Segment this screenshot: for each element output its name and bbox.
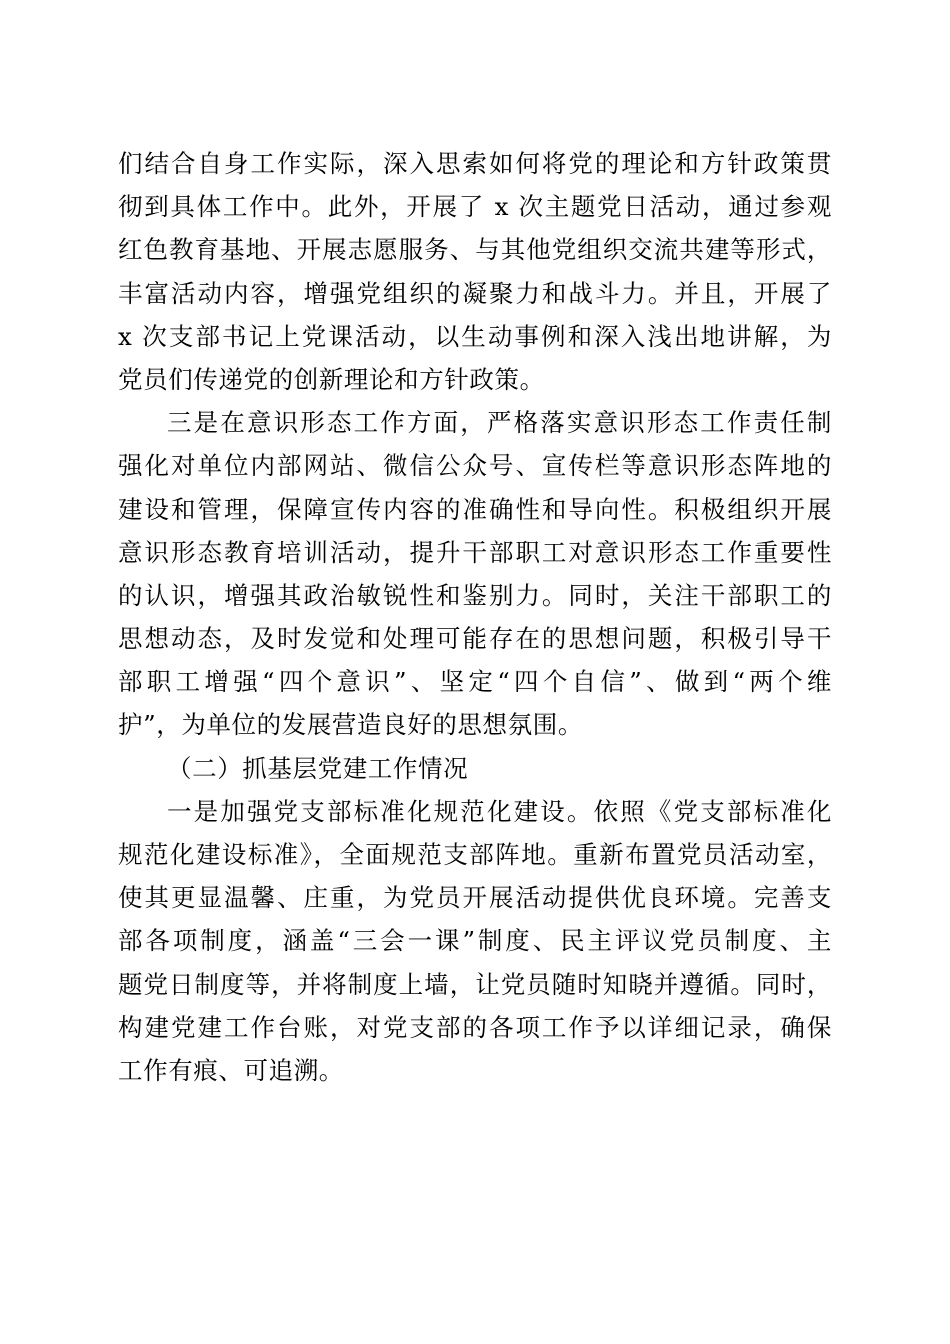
text-line: 丰富活动内容，增强党组织的凝聚力和战斗力。并且，开展了 bbox=[118, 278, 832, 308]
text-line: x 次支部书记上党课活动，以生动事例和深入浅出地讲解，为 bbox=[118, 321, 832, 351]
text-line: 构建党建工作台账，对党支部的各项工作予以详细记录，确保 bbox=[118, 1012, 832, 1042]
text-line: 的认识，增强其政治敏锐性和鉴别力。同时，关注干部职工的 bbox=[118, 580, 832, 610]
document-page bbox=[118, 142, 832, 1092]
paragraph-ideology-responsibility bbox=[118, 401, 832, 747]
text-line: 思想动态，及时发觉和处理可能存在的思想问题，积极引导干 bbox=[118, 624, 832, 654]
text-line: 护”，为单位的发展营造良好的思想氛围。 bbox=[118, 710, 583, 740]
paragraph-branch-standardization bbox=[118, 790, 832, 1092]
text-line: 题党日制度等，并将制度上墙，让党员随时知晓并遵循。同时， bbox=[118, 969, 832, 999]
text-line: 党员们传递党的创新理论和方针政策。 bbox=[118, 364, 545, 394]
paragraph-ideology-work-continued bbox=[118, 142, 832, 401]
text-line: 工作有痕、可追溯。 bbox=[118, 1055, 344, 1085]
text-line: 一是加强党支部标准化规范化建设。依照《党支部标准化 bbox=[167, 796, 832, 826]
text-line: 彻到具体工作中。此外，开展了 x 次主题党日活动，通过参观 bbox=[118, 192, 832, 222]
text-line: 强化对单位内部网站、微信公众号、宣传栏等意识形态阵地的 bbox=[118, 451, 832, 481]
text-line: 使其更显温馨、庄重，为党员开展活动提供优良环境。完善支 bbox=[118, 883, 832, 913]
text-line: 三是在意识形态工作方面，严格落实意识形态工作责任制 bbox=[167, 408, 832, 438]
text-line: 们结合自身工作实际，深入思索如何将党的理论和方针政策贯 bbox=[118, 149, 832, 178]
text-line: 意识形态教育培训活动，提升干部职工对意识形态工作重要性 bbox=[118, 537, 832, 567]
text-line: 部各项制度，涵盖“三会一课”制度、民主评议党员制度、主 bbox=[118, 926, 832, 956]
text-line: 建设和管理，保障宣传内容的准确性和导向性。积极组织开展 bbox=[118, 494, 832, 524]
section-heading-text: （二）抓基层党建工作情况 bbox=[167, 753, 469, 783]
text-line: 规范化建设标准》，全面规范支部阵地。重新布置党员活动室， bbox=[118, 840, 832, 869]
section-heading bbox=[118, 747, 832, 790]
text-line: 红色教育基地、开展志愿服务、与其他党组织交流共建等形式， bbox=[118, 235, 832, 265]
text-line: 部职工增强“四个意识”、坚定“四个自信”、做到“两个维 bbox=[118, 667, 832, 697]
